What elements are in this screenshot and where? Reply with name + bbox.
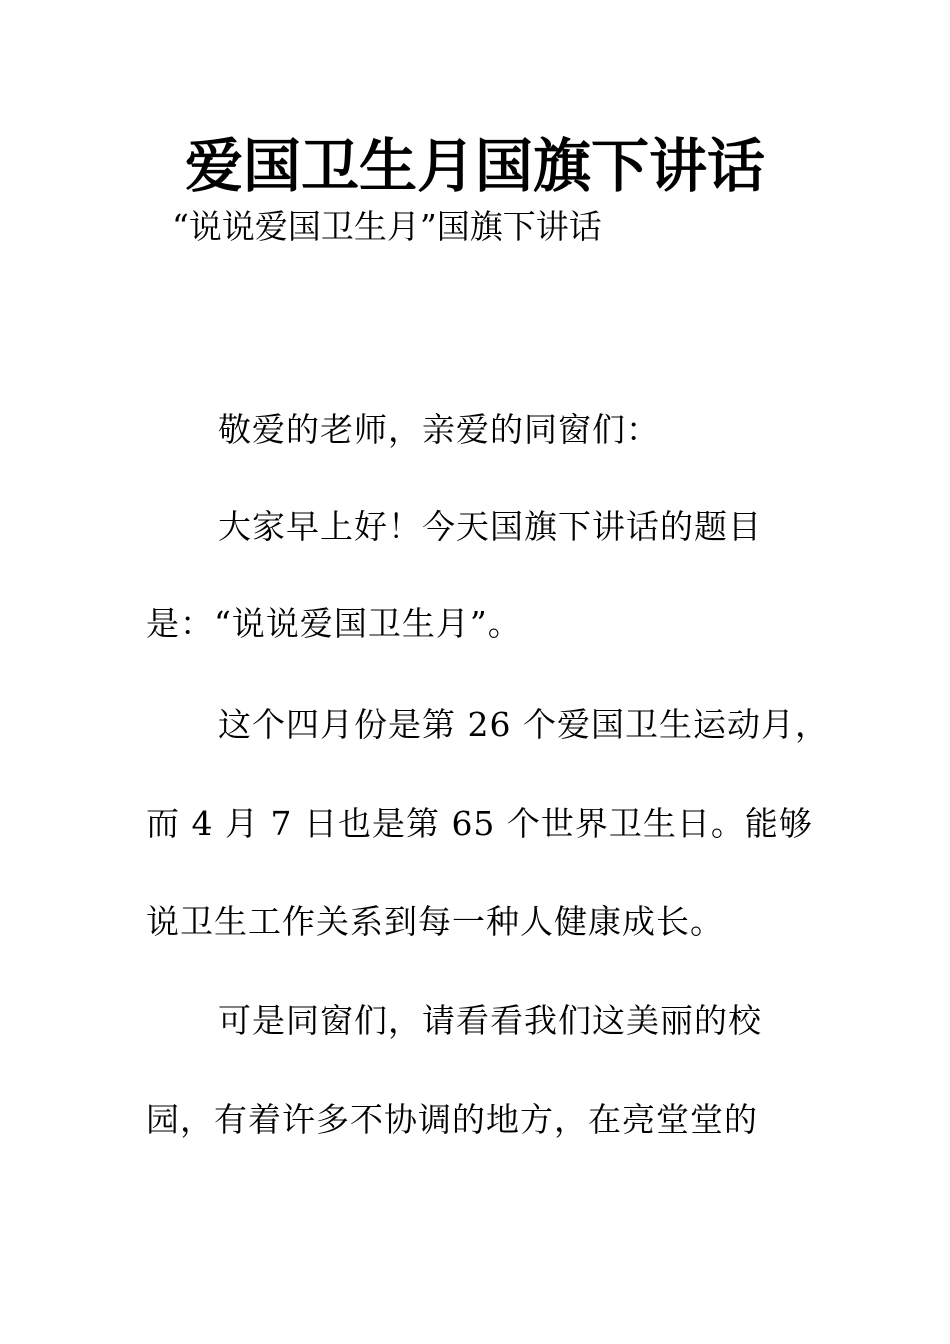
paragraph-line: 园，有着许多不协调的地方，在亮堂堂的 (146, 1100, 758, 1139)
paragraph-line: 是：“说说爱国卫生月”。 (146, 604, 522, 643)
paragraph-line: 大家早上好！今天国旗下讲话的题目 (218, 507, 762, 546)
paragraph-line: 而 4 月 7 日也是第 65 个世界卫生日。能够 (146, 804, 813, 843)
document-title: 爱国卫生月国旗下讲话 (184, 132, 765, 200)
paragraph-line: 这个四月份是第 26 个爱国卫生运动月， (218, 705, 829, 744)
paragraph-line: 可是同窗们，请看看我们这美丽的校 (218, 1001, 762, 1040)
paragraph-line: 说卫生工作关系到每一种人健康成长。 (146, 902, 724, 941)
paragraph-line: 敬爱的老师，亲爱的同窗们： (218, 410, 660, 449)
document-subtitle: “说说爱国卫生月”国旗下讲话 (172, 207, 602, 246)
